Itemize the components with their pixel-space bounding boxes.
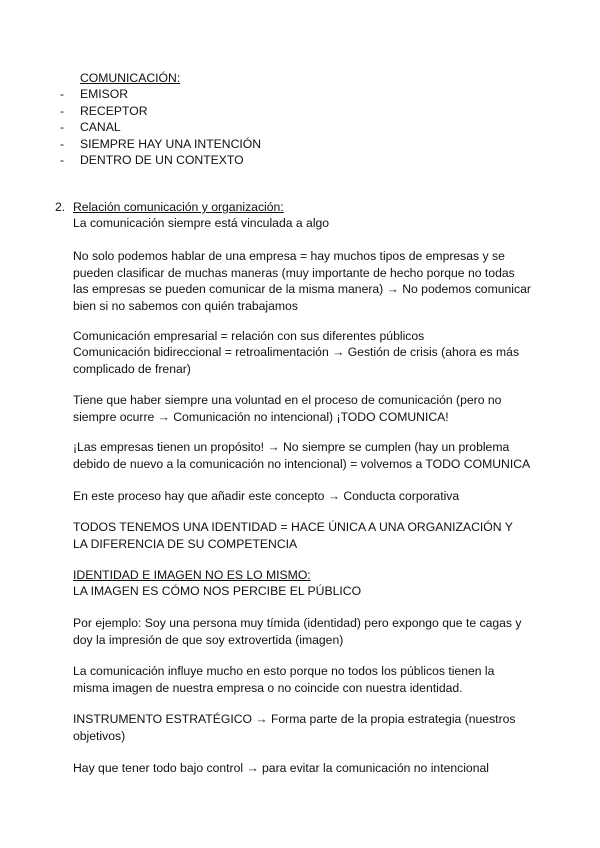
bullet-marker: -: [60, 136, 65, 151]
section-title: Relación comunicación y organización:: [73, 200, 284, 214]
paragraph: Comunicación empresarial = relación con sus diferentes públicos: [73, 329, 425, 343]
bullet-marker: -: [60, 103, 65, 118]
paragraph: Hay que tener todo bajo control → para evitar la comunicación no intencional: [73, 761, 489, 775]
paragraph: En este proceso hay que añadir este concepto → Conducta corporativa: [73, 489, 460, 503]
paragraph: Por ejemplo: Soy una persona muy tímida (identidad) pero expongo que te cagas y doy la impresión de que soy extrovertida (imagen): [73, 616, 522, 647]
bullet-marker: -: [60, 153, 65, 167]
list-item-text: DENTRO DE UN CONTEXTO: [80, 153, 244, 167]
paragraph: La comunicación influye mucho en esto porque no todos los públicos tienen la misma imagen de nuestra empresa o no coincide con nuestra identidad.: [73, 664, 495, 695]
list-item-text: RECEPTOR: [80, 103, 148, 118]
list-item-text: CANAL: [80, 120, 121, 134]
bullet-marker: -: [60, 120, 65, 134]
subheading-identidad-imagen: IDENTIDAD E IMAGEN NO ES LO MISMO:: [73, 568, 311, 582]
paragraph: Tiene que haber siempre una voluntad en el proceso de comunicación (pero no siempre ocurre → Comunicación no intencional) ¡TODO COMUNICA!: [73, 393, 502, 424]
bullet-marker: -: [60, 87, 65, 101]
paragraph: ¡Las empresas tienen un propósito! → No siempre se cumplen (hay un problema debido de nuevo a la comunicación no intencional) = volvemos a TODO COMUNICA: [73, 440, 531, 471]
paragraph: No solo podemos hablar de una empresa = hay muchos tipos de empresas y se pueden clasificar de muchas maneras (muy importante de hecho porque no todas las empresas se pueden comunicar de la misma manera) → No podemos comunicar bien si no sabemos con quién trabajamos: [73, 249, 531, 313]
list-item-text: SIEMPRE HAY UNA INTENCIÓN: [80, 136, 262, 151]
heading-comunicacion: COMUNICACIÓN:: [80, 71, 181, 85]
paragraph: Comunicación bidireccional = retroalimentación → Gestión de crisis (ahora es más complicado de frenar): [73, 345, 520, 376]
list-item-text: EMISOR: [80, 87, 129, 101]
section-subtitle: La comunicación siempre está vinculada a algo: [73, 216, 330, 230]
paragraph: INSTRUMENTO ESTRATÉGICO → Forma parte de la propia estrategia (nuestros objetivos): [73, 712, 516, 743]
paragraph: LA IMAGEN ES CÓMO NOS PERCIBE EL PÚBLICO: [73, 584, 362, 598]
paragraph: TODOS TENEMOS UNA IDENTIDAD = HACE ÚNICA A UNA ORGANIZACIÓN Y LA DIFERENCIA DE SU COMPETENCIA: [73, 520, 513, 551]
section-number: 2.: [55, 200, 66, 214]
